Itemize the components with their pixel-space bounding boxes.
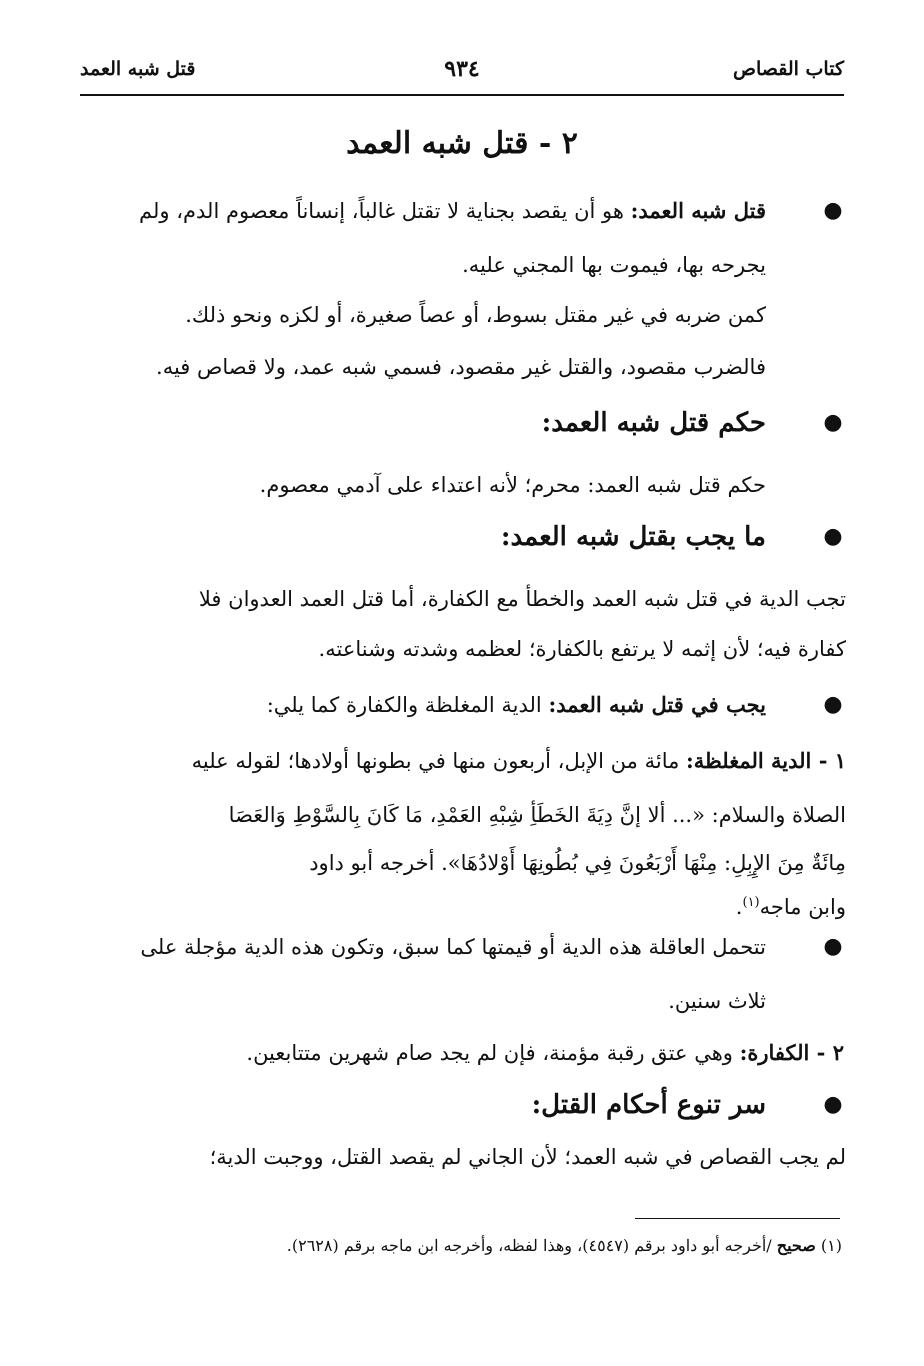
bullet-wisdom: ●: [823, 1092, 843, 1117]
footnote: [287, 1236, 842, 1255]
diya-line-2: الصلاة والسلام: «... ألا إنَّ دِيَةَ الخَطَأِ شِبْهِ العَمْدِ، مَا كَانَ بِالسَّوْطِ وَالعَصَا: [228, 803, 846, 827]
diya-term: ١ - الدية المغلظة:: [686, 748, 846, 773]
obligation-heading: ما يجب بقتل شبه العمد:: [500, 522, 766, 552]
footnote-grade: صحيح: [776, 1236, 816, 1255]
kaffara-term: ٢ - الكفارة:: [739, 1040, 844, 1065]
aqila-line-1: تتحمل العاقلة هذه الدية أو قيمتها كما سبق، وتكون هذه الدية مؤجلة على: [140, 935, 766, 959]
header-rule: [80, 94, 844, 96]
definition-line-2: يجرحه بها، فيموت بها المجني عليه.: [462, 253, 766, 277]
ruling-heading: حكم قتل شبه العمد:: [541, 408, 766, 438]
required-term: يجب في قتل شبه العمد:: [548, 692, 766, 717]
example-line: كمن ضربه في غير مقتل بسوط، أو عصاً صغيرة، أو لكزه ونحو ذلك.: [185, 303, 766, 327]
footnote-reference: (١): [742, 895, 760, 910]
bullet-definition: ●: [823, 198, 843, 223]
diya-line-1: [80, 732, 846, 790]
bullet-obligation: ●: [823, 524, 843, 549]
required-text: الدية المغلظة والكفارة كما يلي:: [266, 693, 549, 717]
diya-text: مائة من الإبل، أربعون منها في بطونها أولادها؛ لقوله عليه: [191, 749, 687, 773]
footnote-rule: [635, 1218, 840, 1219]
footnote-text: /أخرجه أبو داود برقم (٤٥٤٧)، وهذا لفظه، وأخرجه ابن ماجه برقم (٢٦٢٨).: [286, 1236, 777, 1255]
bullet-required: ●: [823, 692, 843, 717]
required-line: [80, 676, 766, 734]
diya-source: وابن ماجه: [759, 895, 846, 919]
bullet-ruling: ●: [823, 410, 843, 435]
book-title: كتاب القصاص: [733, 58, 844, 80]
diya-end: .: [735, 895, 743, 919]
obligation-line-2: كفارة فيه؛ لأن إثمه لا يرتفع بالكفارة؛ لعظمه وشدته وشناعته.: [318, 637, 846, 661]
ruling-text: حكم قتل شبه العمد: محرم؛ لأنه اعتداء على آدمي معصوم.: [259, 473, 766, 497]
definition-text: هو أن يقصد بجناية لا تقتل غالباً، إنساناً معصوم الدم، ولم: [139, 199, 631, 223]
obligation-line-1: تجب الدية في قتل شبه العمد والخطأ مع الكفارة، أما قتل العمد العدوان فلا: [198, 587, 846, 611]
kaffara-line: [80, 1024, 844, 1082]
wisdom-heading: سر تنوع أحكام القتل:: [531, 1090, 766, 1120]
chapter-title: ٢ - قتل شبه العمد: [346, 126, 578, 161]
definition-line-1: [80, 182, 766, 240]
diya-line-3: مِائَةٌ مِنَ الإِبِلِ: مِنْهَا أَرْبَعُونَ فِي بُطُونِهَا أَوْلادُهَا». أخرجه أبو داود: [309, 851, 846, 875]
page-number: ٩٣٤: [444, 56, 480, 82]
definition-term: قتل شبه العمد:: [630, 198, 766, 223]
bullet-aqila: ●: [823, 934, 843, 959]
running-header: [80, 56, 844, 92]
footnote-marker: (١): [815, 1236, 842, 1255]
kaffara-text: وهي عتق رقبة مؤمنة، فإن لم يجد صام شهرين متتابعين.: [246, 1041, 740, 1065]
section-title: قتل شبه العمد: [80, 58, 196, 80]
aqila-line-2: ثلاث سنين.: [668, 989, 766, 1013]
wisdom-text: لم يجب القصاص في شبه العمد؛ لأن الجاني لم يقصد القتل، ووجبت الدية؛: [209, 1145, 846, 1169]
reason-line: فالضرب مقصود، والقتل غير مقصود، فسمي شبه عمد، ولا قصاص فيه.: [156, 355, 766, 379]
